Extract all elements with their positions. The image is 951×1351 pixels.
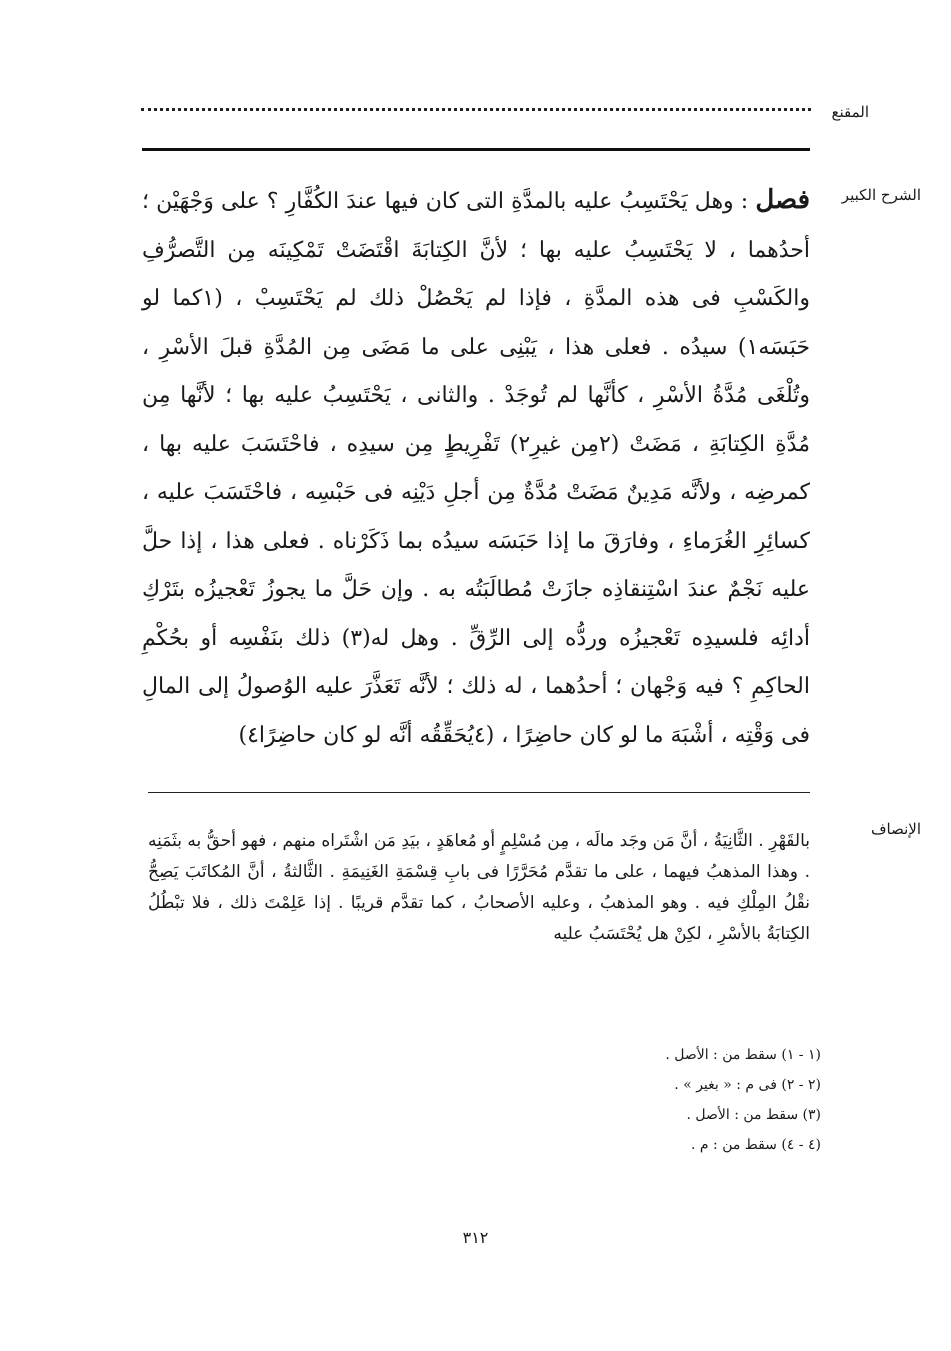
insaf-text: بالقَهْرِ . الثَّانِيَةُ ، أنَّ مَن وجَد مالَه ، مِن مُسْلِمٍ أو مُعاهَدٍ ، بيَدِ مَن اشْتَراه منهم ، فهو أحقُّ به بثَمَنِه . وهذا المذهبُ فيهما ، على ما تقدَّم مُحَرَّرًا فى بابِ قِسْمَةِ الغَنِيمَةِ . الثَّالثةُ ، أنَّ المُكاتَبَ يَصِحُّ نقْلُ المِلْكِ فيه . وهو المذهبُ ، وعليه الأصحابُ ، كما تقدَّم قريبًا . إذا عَلِمْتَ ذلك ، فلا تبْطُلُ الكِتابَةُ بالأسْرِ ، لكِنْ هل يُحْتَسَبُ عليه: [148, 831, 810, 944]
footnotes: [321, 1040, 821, 1160]
running-header-title: المقنع: [831, 103, 869, 121]
section-lead-word: فصل: [755, 185, 810, 215]
footnote: (٤ - ٤) سقط من : م .: [691, 1137, 821, 1153]
main-commentary-body: : وهل يَحْتَسِبُ عليه بالمدَّةِ التى كان فيها عندَ الكُفَّارِ ؟ على وَجْهَيْن ؛ أحدُهما ، لا يَحْتَسِبُ عليه بها ؛ لأنَّ الكِتابَةَ اقْتَضَتْ تَمْكِينَه مِن التَّصرُّفِ والكَسْبِ فى هذه المدَّةِ ، فإذا لم يَحْصُلْ ذلك لم يَحْتَسِبْ ، (١كما لو حَبَسَه١) سيدُه . فعلى هذا ، يَبْنِى على ما مَضَى مِن المُدَّةِ قبلَ الأسْرِ ، وتُلْغَى مُدَّةُ الأسْرِ ، كأنَّها لم تُوجَدْ . والثانى ، يَحْتَسِبُ عليه بها ؛ لأنَّها مِن مُدَّةِ الكِتابَةِ ، مَضَتْ (٢مِن غيرِ٢) تَفْرِيطٍ مِن سيدِه ، فاحْتَسَبَ عليه بها ، كمرضِه ، ولأنَّه مَدِينٌ مَضَتْ مُدَّةٌ مِن أجلِ دَيْنِه فى حَبْسِه ، فاحْتَسَبَ عليه ، كسائِرِ الغُرَماءِ ، وفارَقَ ما إذا حَبَسَه سيدُه بما ذَكَرْناه . فعلى هذا ، إذا حلَّ عليه نَجْمٌ عندَ اسْتِنقاذِه جازَتْ مُطالَبَتُه به . وإن حَلَّ ما يجوزُ تَعْجيزُه بتَرْكِ أدائِه فلسيدِه تَعْجيزُه وردُّه إلى الرِّقِّ . وهل له(٣) ذلك بنَفْسِه أو بحُكْمِ الحاكِمِ ؟ فيه وَجْهان ؛ أحدُهما ، له ذلك ؛ لأنَّه تَعَذَّرَ عليه الوُصولُ إلى المالِ فى وَقْتِه ، أشْبَهَ ما لو كان حاضِرًا ، (٤يُحَقِّقُه أنَّه لو كان حاضِرًا٤): [142, 189, 810, 748]
page-number: ٣١٢: [462, 1228, 489, 1247]
section-divider-rule: [148, 792, 810, 793]
footnote: (٢ - ٢) فى م : « بغير » .: [674, 1077, 821, 1093]
header-rule: [142, 148, 810, 151]
side-label-insaf: الإنصاف: [870, 820, 921, 838]
main-commentary-text: [142, 176, 810, 760]
footnote: (١ - ١) سقط من : الأصل .: [665, 1047, 821, 1063]
header-dotted-leader: [141, 108, 811, 111]
footnote: (٣) سقط من : الأصل .: [686, 1107, 821, 1123]
side-label-sharh: الشرح الكبير: [841, 186, 921, 204]
